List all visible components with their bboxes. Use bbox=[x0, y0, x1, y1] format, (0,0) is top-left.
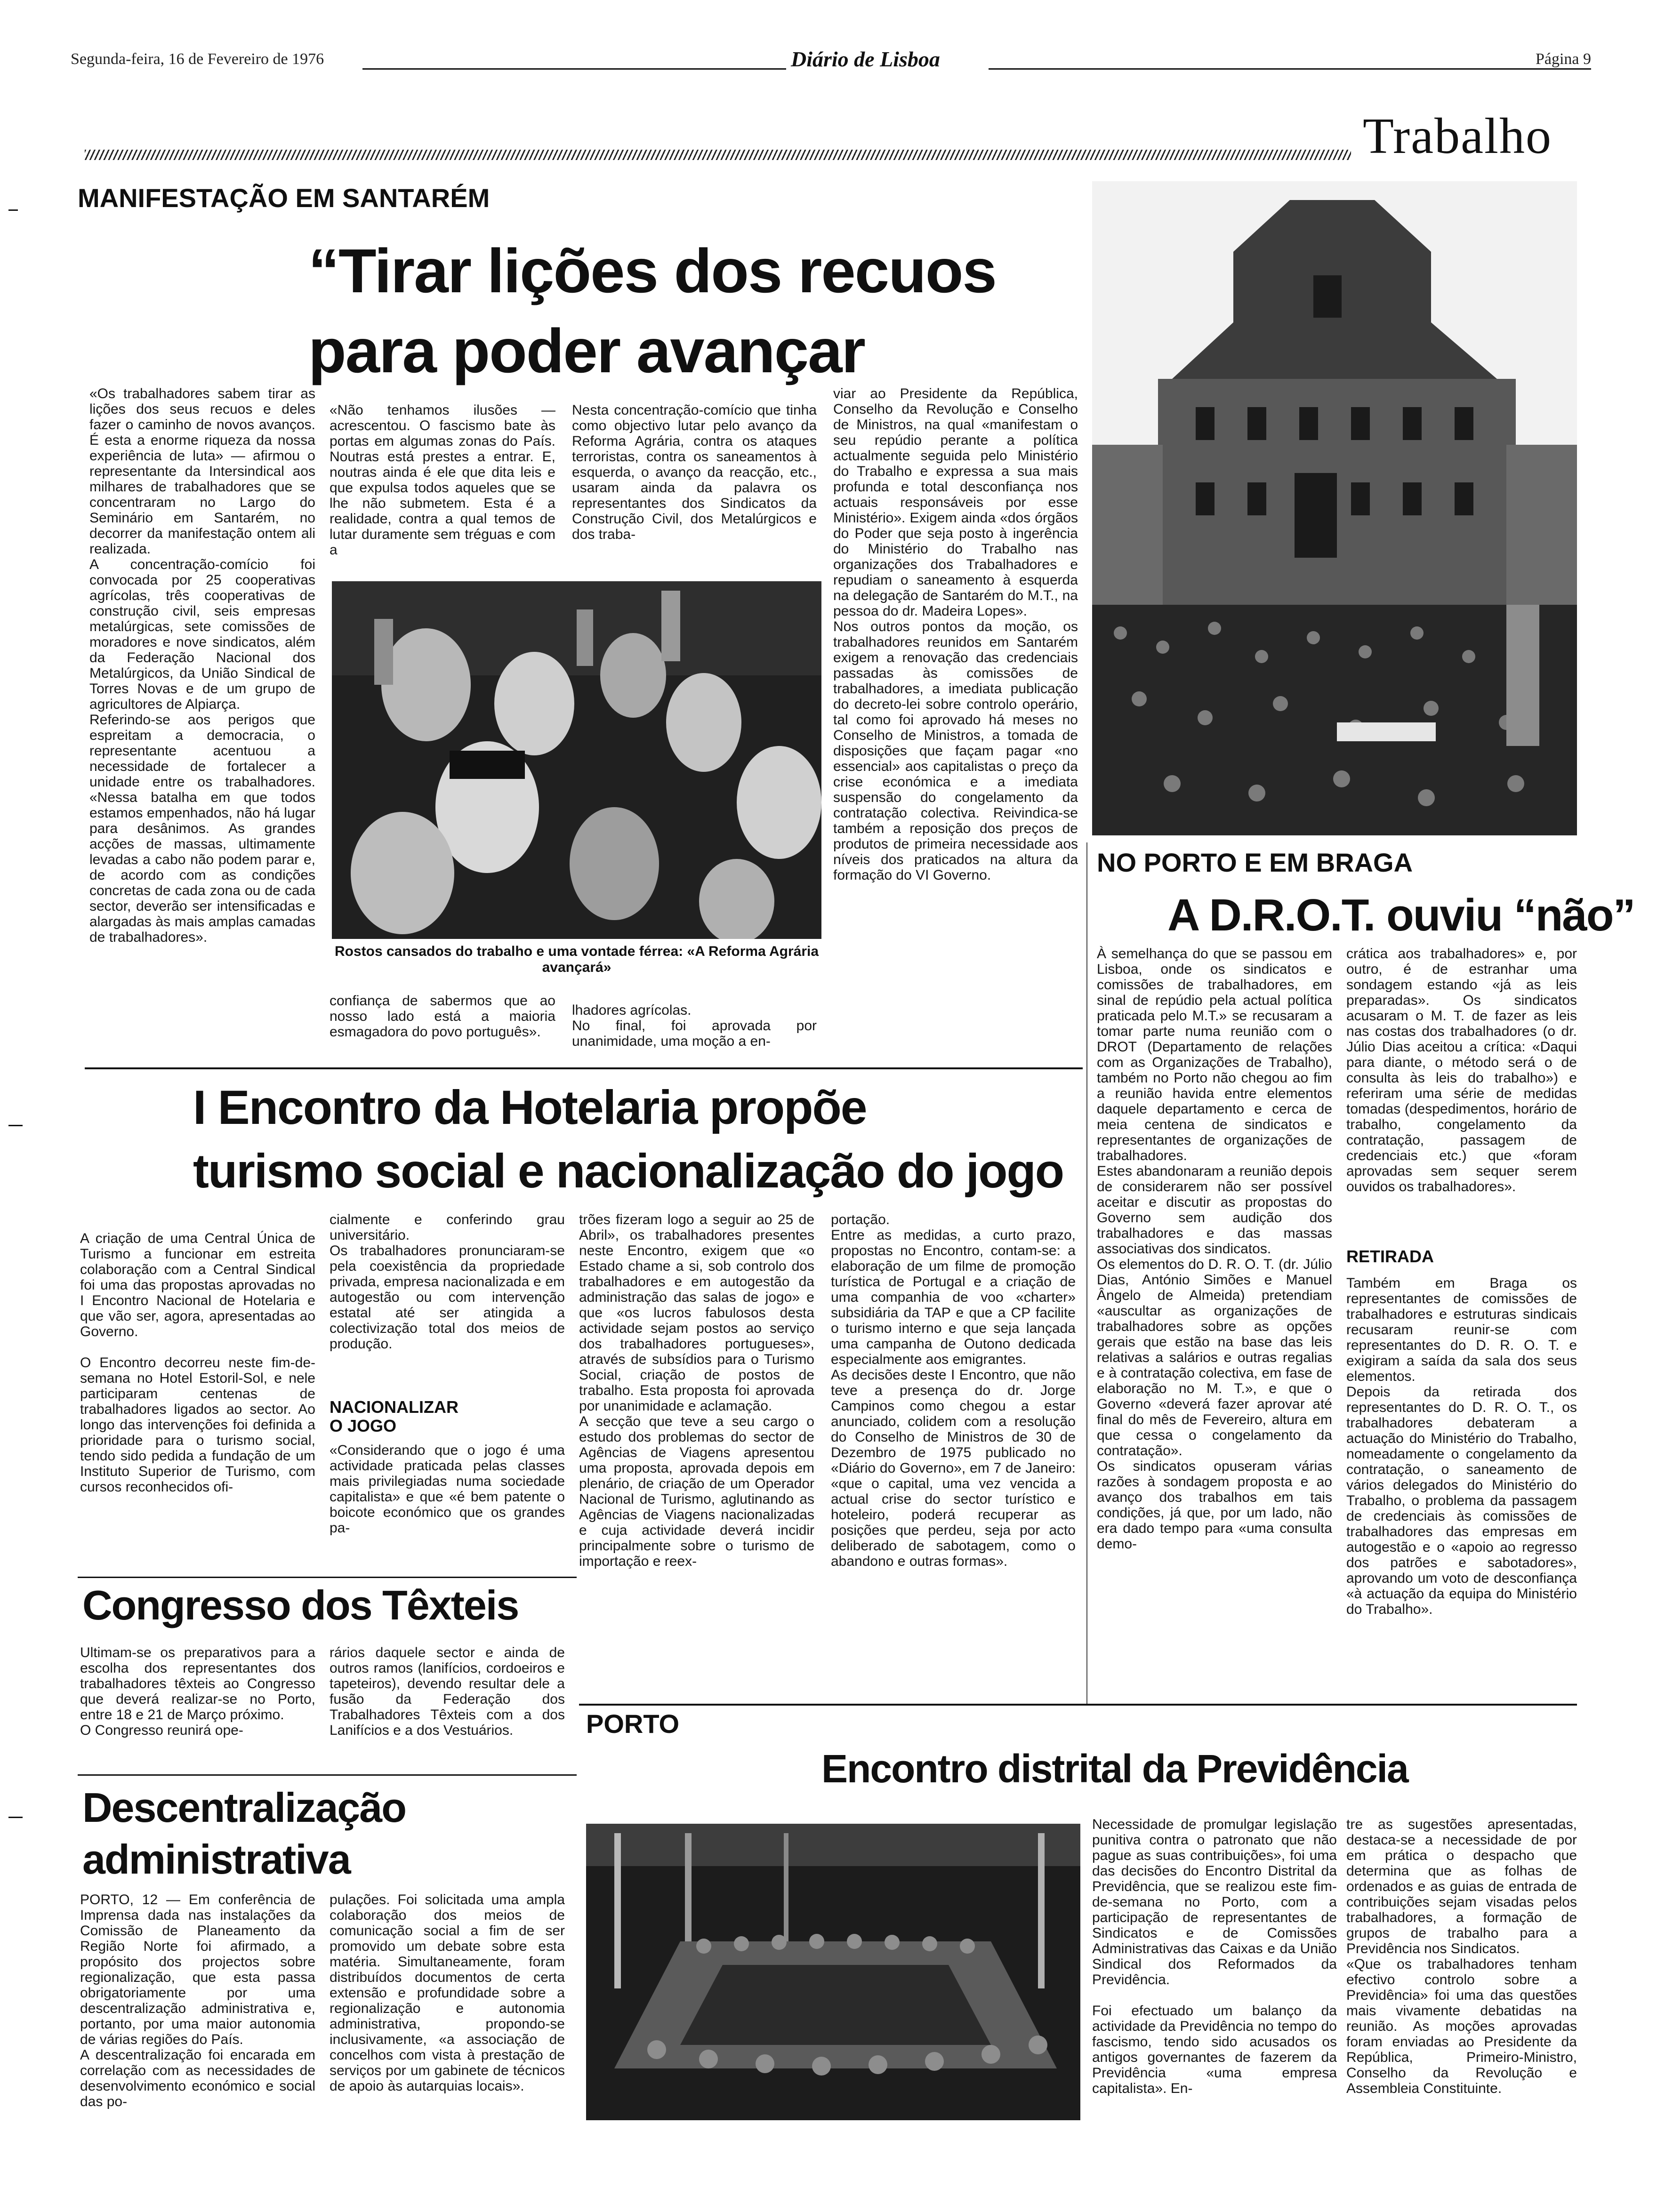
drot-kicker: NO PORTO E EM BRAGA bbox=[1097, 848, 1413, 877]
section-title: Trabalho bbox=[1363, 108, 1552, 164]
descentralizacao-headline-line2: administrativa bbox=[82, 1836, 350, 1883]
meeting-illustration bbox=[586, 1824, 1080, 2120]
hotelaria-headline-line1: I Encontro da Hotelaria propõe bbox=[193, 1081, 867, 1134]
hotelaria-column-2-bottom: «Considerando que o jogo é uma actividade praticada pelas classes mais privilegiadas numa sociedade capitalista» e que «é bem patente o boicote económico que os grandes pa- bbox=[330, 1443, 565, 1536]
masthead: Diário de Lisboa bbox=[791, 47, 940, 71]
hotelaria-subhead-nacionalizar: NACIONALIZAR O JOGO bbox=[330, 1397, 458, 1435]
drot-headline: A D.R.O.T. ouviu “não” bbox=[1167, 890, 1635, 940]
previdencia-top-rule bbox=[579, 1704, 1577, 1706]
square-illustration bbox=[1092, 181, 1577, 835]
descentralizacao-column-1: PORTO, 12 — Em conferência de Imprensa dada nas instalações da Comissão de Planeamento da Região Norte foi afirmado, a propósito dos projectos sobre regionalização, que esta passa obrigatoriamente por uma descentralização administrativa e, portanto, por uma maior autonomia de várias regiões do País. A descentralização foi encarada em correlação com as necessidades de desenvolvimento económico e social das po- bbox=[80, 1892, 315, 2109]
header-date: Segunda-feira, 16 de Fevereiro de 1976 bbox=[71, 50, 324, 68]
previdencia-headline: Encontro distrital da Previdência bbox=[821, 1747, 1408, 1791]
santarem-column-2-bottom: confiança de sabermos que ao nosso lado está a maioria esmagadora do povo português». bbox=[330, 993, 555, 1040]
texteis-top-rule bbox=[78, 1577, 577, 1578]
santarem-bottom-rule bbox=[85, 1067, 1083, 1069]
drot-column-2-top: crática aos trabalhadores» e, por outro, é de estranhar uma sondagem estando «já as leis preparadas». Os sindicatos acusaram o M. T. de fazer as leis nas costas dos trabalhadores (o dr. Júlio Dias aceitou a crítica: «Daqui para diante, o método será o de consulta às leis do trabalho») e referiram uma série de medidas tomadas (despedimentos, horário de trabalho, congelamento da contratação, passagem de credenciais etc.) que «foram aprovadas sem sequer serem ouvidos os trabalhadores». bbox=[1346, 946, 1577, 1194]
texteis-column-1: Ultimam-se os preparativos para a escolha dos representantes dos trabalhadores têxteis ao Congresso que deverá realizar-se no Porto, entre 18 e 21 de Março próximo. O Congresso reunirá ope- bbox=[80, 1645, 315, 1738]
hotelaria-headline-line2: turismo social e nacionalização do jogo bbox=[193, 1144, 1064, 1198]
drot-subhead-retirada: RETIRADA bbox=[1346, 1247, 1434, 1266]
margin-mark-1 bbox=[8, 209, 18, 211]
hotelaria-column-3: trões fizeram logo a seguir ao 25 de Abril», os trabalhadores presentes neste Encontro, exigem que «o Estado chame a si, sob controlo dos trabalhadores e em autogestão da administração das salas de jogo» e que «os lucros fabulosos desta actividade sejam postos ao serviço dos trabalhadores portugueses», através de subsídios para o Turismo Social, criação de postos de trabalho. Esta proposta foi aprovada por unanimidade e aclamação. A secção que teve a seu cargo o estudo dos problemas do sector de Agências de Viagens apresentou uma proposta, aprovada depois em plenário, de criação de um Operador Nacional de Turismo, aglutinando as Agências de Viagens nacionalizadas e cuja actividade deverá incidir principalmente sobre o turismo de importação e reex- bbox=[579, 1212, 814, 1569]
descentralizacao-column-2: pulações. Foi solicitada uma ampla colaboração dos meios de comunicação social a fim de ser promovido um debate sobre esta matéria. Simultaneamente, foram distribuídos documentos de certa extensão e profundidade sobre a regionalização e autonomia administrativa, propondo-se inclusivamente, «a associação de concelhos com vista à prestação de serviços por um gabinete de técnicos de apoio às autarquias locais». bbox=[330, 1892, 565, 2094]
santarem-column-3-top: Nesta concentração-comício que tinha como objectivo lutar pelo avanço da Reforma Agrária, contra os ataques terroristas, contra os saneamentos à esquerda, o avanço da reacção, etc., usaram ainda da palavra os representantes dos Sindicatos da Construção Civil, dos Metalúrgicos e dos traba- bbox=[572, 402, 817, 542]
header-rule-left bbox=[362, 68, 786, 70]
previdencia-meeting-photo bbox=[586, 1824, 1080, 2120]
santarem-column-4: viar ao Presidente da República, Conselho da Revolução e Conselho de Ministros, na qual «manifestam o seu repúdio perante a política actualmente seguida pelo Ministério do Trabalho e expressa a sua mais profunda e total desconfiança nos actuais responsáveis por esse Ministério». Exigem ainda «dos órgãos do Poder que seja posto à ingerência do Ministério do Trabalho nas organizações dos Trabalhadores e repudiam o saneamento à esquerda na delegação de Santarém do M.T., na pessoa do dr. Madeira Lopes». Nos outros pontos da moção, os trabalhadores reunidos em Santarém exigem a renovação das credenciais passadas às comissões de trabalhadores, a imediata publicação do decreto-lei sobre controlo operário, tal como foi aprovado há meses no Conselho de Ministros, a tomada de disposições que façam pagar «no essencial» aos capitalistas o preço da crise económica e a imediata suspensão do congelamento da contratação colectiva. Reivindica-se também a reposição dos preços de produtos de primeira necessidade aos níveis dos praticados na altura da formação do VI Governo. bbox=[833, 386, 1078, 883]
previdencia-column-1: Necessidade de promulgar legislação punitiva contra o patronato que não pague as suas contribuições», foi uma das decisões do Encontro Distrital da Previdência, que se realizou este fim-de-semana no Porto, com a participação de representantes de Sindicatos e de Comissões Administrativas das Caixas e da União Sindical dos Reformados da Previdência. Foi efectuado um balanço da actividade da Previdência no tempo do fascismo, tendo sido acusados os antigos governantes de fazerem da Previdência «uma empresa capitalista». En- bbox=[1092, 1817, 1337, 2096]
drot-column-2-bottom: Também em Braga os representantes de comissões de trabalhadores e estruturas sindicais recusaram reunir-se com representantes do D. R. O. T. e exigiram a saída da sala dos seus elementos. Depois da retirada dos representantes do D. R. O. T., os trabalhadores debateram a actuação do Ministério do Trabalho, nomeadamente o congelamento da contratação, o saneamento de vários delegados do Ministério do Trabalho, o problema da passagem de credenciais às comissões de trabalhadores das empresas em autogestão e o «apoio ao regresso dos patrões e sabotadores», aprovando um voto de desconfiança «à actuação da equipa do Ministério do Trabalho». bbox=[1346, 1275, 1577, 1617]
margin-mark-2 bbox=[8, 1125, 23, 1126]
header-rule-right bbox=[989, 68, 1591, 70]
previdencia-column-2: tre as sugestões apresentadas, destaca-se a necessidade de por em prática o despacho que determina que as folhas de ordenados e as guias de entrada de contribuições sejam visadas pelos trabalhadores, a formação de grupos de trabalho para a Previdência nos Sindicatos. «Que os trabalhadores tenham efectivo controlo sobre a Previdência» foi uma das questões mais vivamente debatidas na reunião. As moções aprovadas foram enviadas ao Presidente da República, Primeiro-Ministro, Conselho da Revolução e Assembleia Constituinte. bbox=[1346, 1817, 1577, 2096]
santarem-column-3-bottom: lhadores agrícolas. No final, foi aprovada por unanimidade, uma moção a en- bbox=[572, 1002, 817, 1049]
column-divider-right bbox=[1086, 842, 1087, 1704]
drot-column-1: À semelhança do que se passou em Lisboa, onde os sindicatos e comissões de trabalhadores, em sinal de repúdio pela actual política praticada pelo M.T.» se recusaram a tomar parte numa reunião com o DROT (Departamento de relações com as Organizações de Trabalho), também no Porto não chegou ao fim a reunião havida entre elementos daquele departamento e cerca de meia centena de sindicatos e representantes de organizações de trabalhadores. Estes abandonaram a reunião depois de considerarem não ser possível aceitar e discutir as propostas do Governo sem audição dos trabalhadores e das massas associativas dos sindicatos. Os elementos do D. R. O. T. (dr. Júlio Dias, António Simões e Manuel Ângelo de Almeida) pretendiam «auscultar as organizações de trabalhadores sobre as opções gerais que estão na base das leis relativas a salários e outras regalias e à contratação colectiva, em fase de elaboração no M. T.», e que o Governo «deverá fazer aprovar até final do mês de Fevereiro, altura em que cessa o congelamento da contratação». Os sindicatos opuseram várias razões à sondagem proposta e ao avanço dos trabalhos em tais condições, já que, por um lado, não era dado tempo para «uma consulta demo- bbox=[1097, 946, 1332, 1552]
descentralizacao-headline-line1: Descentralização bbox=[82, 1784, 406, 1831]
santarem-column-2-top: «Não tenhamos ilusões — acrescentou. O fascismo bate às portas em algumas zonas do País. Noutras está prestes a entrar. E, noutras ainda é ele que dita leis e que expulsa todos aqueles que se lhe não submetem. Esta é a realidade, contra a qual temos de lutar duramente sem tréguas e com a bbox=[330, 402, 555, 558]
texteis-headline: Congresso dos Têxteis bbox=[82, 1582, 519, 1628]
texteis-column-2: rários daquele sector e ainda de outros ramos (lanifícios, cordoeiros e tapeteiros), devendo resultar dele a fusão da Federação dos Trabalhadores Têxteis com a dos Lanifícios e a dos Vestuários. bbox=[330, 1645, 565, 1738]
santarem-column-1: «Os trabalhadores sabem tirar as lições dos seus recuos e deles fazer o caminho de novos avanços. É esta a enorme riqueza da nossa experiência de luta» — afirmou o representante da Intersindical aos milhares de trabalhadores que se concentraram no Largo do Seminário em Santarém, no decorrer da manifestação ontem ali realizada. A concentração-comício foi convocada por 25 cooperativas agrícolas, três cooperativas de construção civil, seis empresas metalúrgicas, sete comissões de moradores e nove sindicatos, além da Federação Nacional dos Metalúrgicos, da União Sindical de Torres Novas e de um grupo de agricultores de Alpiarça. Referindo-se aos perigos que espreitam a democracia, o representante acentuou a necessidade de fortalecer a unidade entre os trabalhadores. «Nessa batalha em que todos estamos empenhados, não há lugar para desânimos. As grandes acções de massas, ultimamente levadas a cabo não podem parar e, de acordo com as condições concretas de cada zona ou de cada sector, deverão ser intensificadas e alargadas às mais amplas camadas de trabalhadores». bbox=[89, 386, 315, 945]
previdencia-kicker: PORTO bbox=[586, 1709, 680, 1739]
page-header bbox=[71, 49, 1591, 78]
margin-mark-3 bbox=[8, 1817, 23, 1818]
hotelaria-column-2-top: cialmente e conferindo grau universitário. Os trabalhadores pronunciaram-se pela coexistência da propriedade privada, empresa nacionalizada e em autogestão ou com intervenção estatal até ser atingida a colectivização total dos meios de produção. bbox=[330, 1212, 565, 1352]
hotelaria-column-4: portação. Entre as medidas, a curto prazo, propostas no Encontro, contam-se: a elaboração de um filme de promoção turística de Portugal e a criação de uma companhia de voo «charter» subsidiária da TAP e que a CP facilite o turismo interno e que seja lançada uma campanha de Outono dedicada especialmente aos emigrantes. As decisões deste I Encontro, que não teve a presença do dr. Jorge Campinos como chegou a estar anunciado, colidem com a resolução do Conselho de Ministros de 30 de Dezembro de 1975 publicado no «Diário do Governo», em 7 de Janeiro: «que o capital, uma vez vencida a actual crise do sector turístico e hoteleiro, poderá recuperar as posições que perdeu, seja por acto deliberado de sabotagem, como o abandono e outras formas». bbox=[831, 1212, 1076, 1569]
santarem-headline-line1: “Tirar lições dos recuos bbox=[308, 236, 996, 305]
praca-crowd-photo bbox=[1092, 181, 1577, 835]
santarem-kicker: MANIFESTAÇÃO EM SANTARÉM bbox=[78, 183, 490, 213]
santarem-headline-line2: para poder avançar bbox=[308, 316, 865, 385]
santarem-crowd-photo bbox=[332, 581, 821, 939]
crowd-illustration bbox=[332, 581, 821, 939]
descentralizacao-top-rule bbox=[78, 1774, 577, 1776]
hotelaria-column-1: A criação de uma Central Única de Turismo a funcionar em estreita colaboração com a Central Sindical foi uma das propostas aprovadas no I Encontro Nacional de Hotelaria e que vão ser, agora, apresentadas ao Governo. O Encontro decorreu neste fim-de-semana no Hotel Estoril-Sol, e nele participaram centenas de trabalhadores ligados ao sector. Ao longo das intervenções foi definida a prioridade para o turismo social, tendo sido pedida a fundação de um Instituto Superior de Turismo, com cursos reconhecidos ofi- bbox=[80, 1231, 315, 1495]
header-page-number: Página 9 bbox=[1535, 50, 1591, 68]
santarem-photo-caption: Rostos cansados do trabalho e uma vontade férrea: «A Reforma Agrária avançará» bbox=[334, 944, 819, 975]
section-hatch-band bbox=[85, 150, 1351, 160]
